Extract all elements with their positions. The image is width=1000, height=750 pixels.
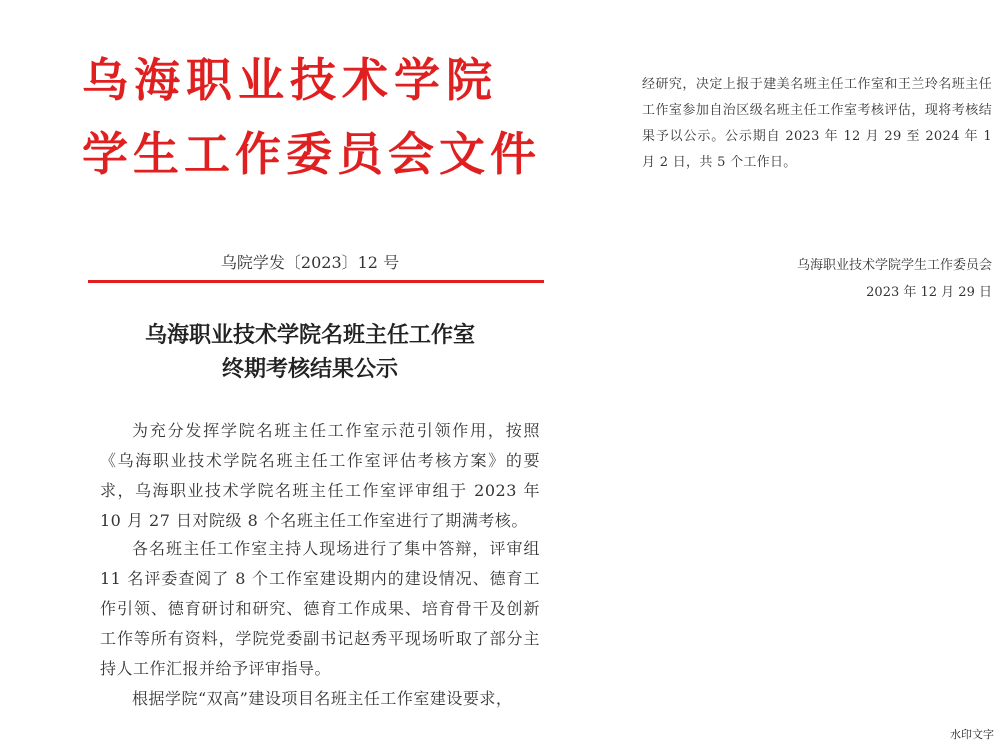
red-divider-line <box>88 280 544 283</box>
header-title-line-2: 学生工作委员会文件 <box>82 127 541 181</box>
watermark-text: 水印文字 <box>950 728 994 741</box>
document-page-right <box>620 0 1000 750</box>
signature-organization: 乌海职业技术学院学生工作委员会 <box>796 258 992 273</box>
body-paragraph-1: 为充分发挥学院名班主任工作室示范引领作用，按照《乌海职业技术学院名班主任工作室评估考核方案》的要求，乌海职业技术学院名班主任工作室评审组于 2023 年 10 月 27 日对院级 8 个名班主任工作室进行了期满考核。 <box>100 421 540 530</box>
document-number: 乌院学发〔2023〕12 号 <box>220 253 400 272</box>
continuation-paragraph: 经研究，决定上报于建美名班主任工作室和王兰玲名班主任工作室参加自治区级名班主任工作室考核评估，现将考核结果予以公示。公示期自 2023 年 12 月 29 至 2024 年 1 月 2 日，共 5 个工作日。 <box>642 77 992 170</box>
body-paragraph-3: 根据学院“双高”建设项目名班主任工作室建设要求， <box>132 689 513 708</box>
document-title-line-2: 终期考核结果公示 <box>221 356 398 382</box>
header-title-line-1: 乌海职业技术学院 <box>82 53 498 107</box>
body-paragraph-2: 各名班主任工作室主持人现场进行了集中答辩，评审组 11 名评委查阅了 8 个工作室建设期内的建设情况、德育工作引领、德育研讨和研究、德育工作成果、培育骨干及创新工作等所有资料，学院党委副书记赵秀平现场听取了部分主持人工作汇报并给予评审指导。 <box>100 539 540 678</box>
document-title-line-1: 乌海职业技术学院名班主任工作室 <box>144 322 475 348</box>
signature-date: 2023 年 12 月 29 日 <box>866 285 992 300</box>
